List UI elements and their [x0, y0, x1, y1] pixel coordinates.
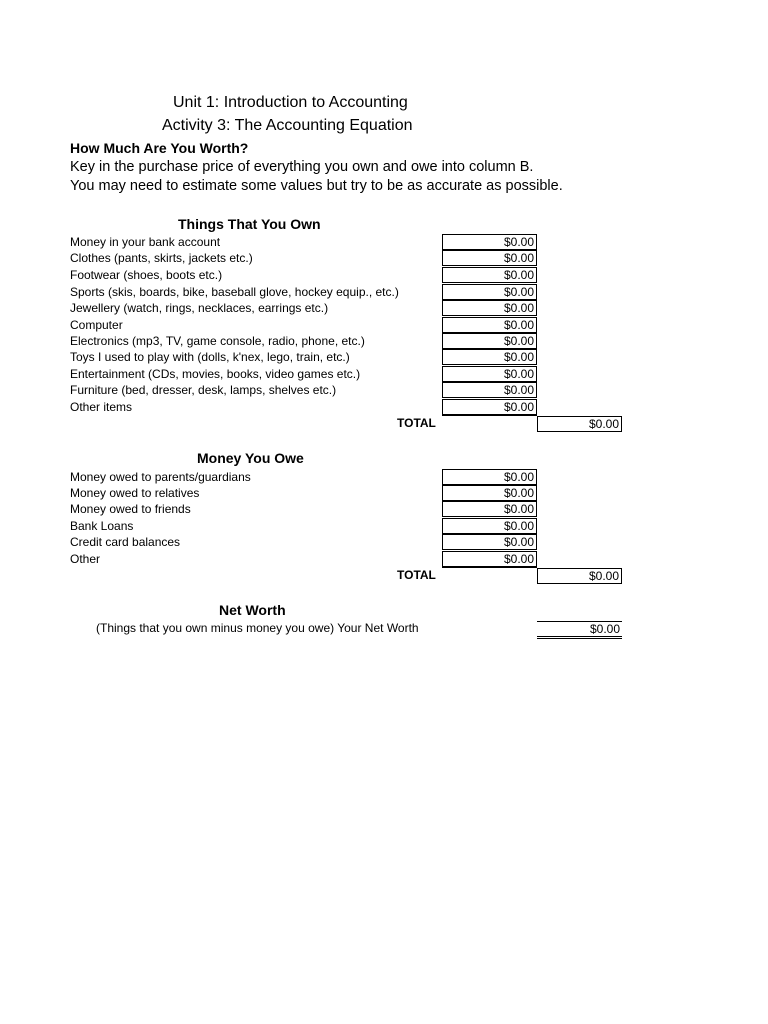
own-item-value-cell[interactable]: $0.00 — [442, 366, 537, 382]
owe-total-label: TOTAL — [397, 568, 436, 582]
unit-title: Unit 1: Introduction to Accounting — [173, 94, 408, 111]
net-worth-description: (Things that you own minus money you owe) Your Net Worth — [96, 621, 419, 635]
owe-item-label: Money owed to parents/guardians — [70, 470, 251, 484]
own-item-label: Jewellery (watch, rings, necklaces, earrings etc.) — [70, 301, 329, 315]
instruction-line-2: You may need to estimate some values but try to be as accurate as possible. — [70, 178, 563, 194]
own-item-label: Electronics (mp3, TV, game console, radio, phone, etc.) — [70, 334, 365, 348]
own-item-value-cell[interactable]: $0.00 — [442, 267, 537, 283]
owe-item-label: Money owed to relatives — [70, 486, 200, 500]
net-worth-title: Net Worth — [219, 602, 286, 618]
owe-item-value-cell[interactable]: $0.00 — [442, 518, 537, 534]
owe-item-value-cell[interactable]: $0.00 — [442, 534, 537, 550]
owe-sum-line — [442, 566, 537, 568]
own-item-value-cell[interactable]: $0.00 — [442, 234, 537, 250]
own-item-value-cell[interactable]: $0.00 — [442, 317, 537, 333]
own-item-value-cell[interactable]: $0.00 — [442, 382, 537, 398]
activity-title: Activity 3: The Accounting Equation — [162, 117, 413, 134]
own-item-value-cell[interactable]: $0.00 — [442, 300, 537, 316]
own-item-value-cell[interactable]: $0.00 — [442, 284, 537, 300]
own-item-label: Toys I used to play with (dolls, k'nex, lego, train, etc.) — [70, 350, 350, 364]
own-item-label: Entertainment (CDs, movies, books, video games etc.) — [70, 367, 361, 381]
owe-item-label: Bank Loans — [70, 519, 134, 533]
owe-item-label: Other — [70, 552, 101, 566]
own-item-label: Furniture (bed, dresser, desk, lamps, shelves etc.) — [70, 383, 337, 397]
own-item-value-cell[interactable]: $0.00 — [442, 333, 537, 349]
own-total-label: TOTAL — [397, 416, 436, 430]
own-item-value-cell[interactable]: $0.00 — [442, 349, 537, 365]
own-item-label: Clothes (pants, skirts, jackets etc.) — [70, 251, 253, 265]
worth-question: How Much Are You Worth? — [70, 140, 249, 156]
instruction-line-1: Key in the purchase price of everything you own and owe into column B. — [70, 159, 534, 175]
own-item-label: Computer — [70, 318, 123, 332]
net-worth-cell[interactable]: $0.00 — [537, 621, 622, 639]
owe-item-value-cell[interactable]: $0.00 — [442, 469, 537, 485]
owe-item-label: Money owed to friends — [70, 502, 191, 516]
own-item-label: Sports (skis, boards, bike, baseball glove, hockey equip., etc.) — [70, 285, 399, 299]
owe-item-label: Credit card balances — [70, 535, 181, 549]
own-item-label: Other items — [70, 400, 133, 414]
own-sum-line — [442, 414, 537, 416]
owe-total-cell[interactable]: $0.00 — [537, 568, 622, 584]
own-item-label: Money in your bank account — [70, 235, 221, 249]
owe-section-title: Money You Owe — [197, 450, 304, 466]
owe-item-value-cell[interactable]: $0.00 — [442, 551, 537, 567]
own-item-value-cell[interactable]: $0.00 — [442, 250, 537, 266]
own-total-cell[interactable]: $0.00 — [537, 416, 622, 432]
own-item-label: Footwear (shoes, boots etc.) — [70, 268, 223, 282]
owe-item-value-cell[interactable]: $0.00 — [442, 485, 537, 501]
own-item-value-cell[interactable]: $0.00 — [442, 399, 537, 415]
owe-item-value-cell[interactable]: $0.00 — [442, 501, 537, 517]
own-section-title: Things That You Own — [178, 216, 321, 232]
